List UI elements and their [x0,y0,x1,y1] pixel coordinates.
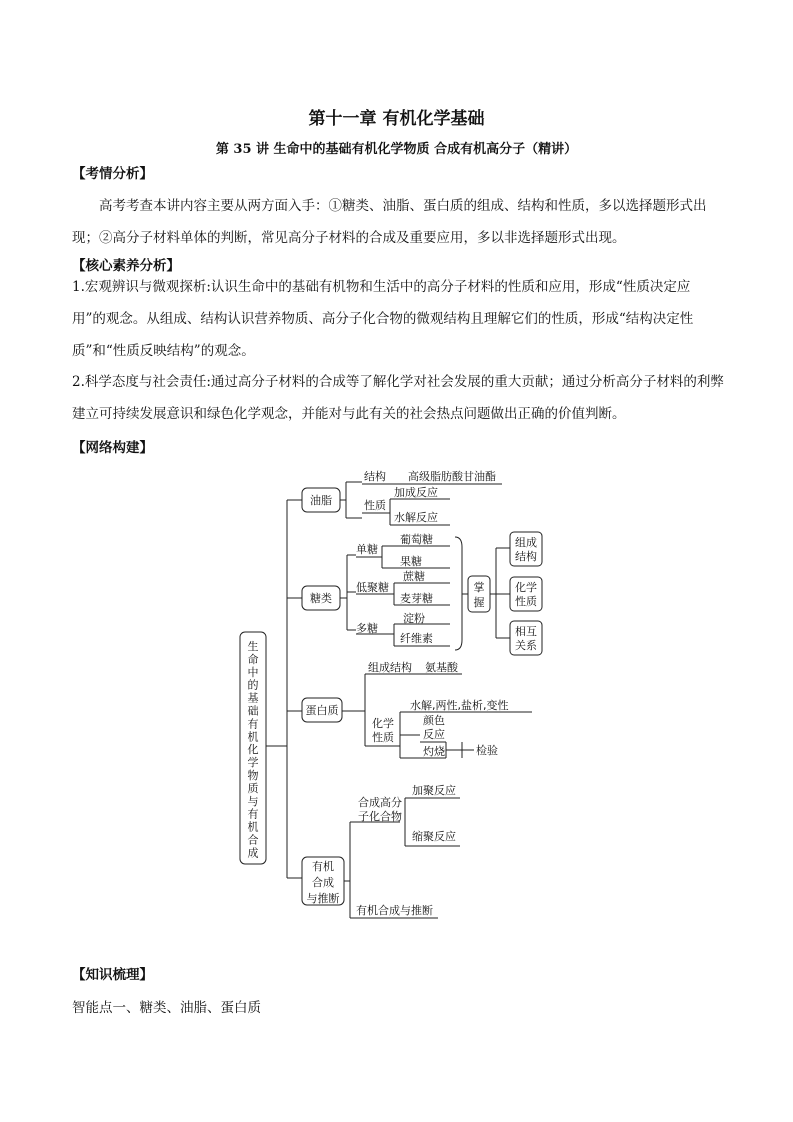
exam-analysis-heading: 【考情分析】 [72,166,153,182]
core-literacy-heading: 【核心素养分析】 [72,258,180,274]
root-char: 成 [247,846,259,860]
root-char: 命 [247,652,259,666]
knowledge-heading: 【知识梳理】 [72,967,153,983]
chapter-title: 第十一章 有机化学基础 [308,109,485,129]
protein-burn: 灼烧 [423,745,445,758]
protein-label: 蛋白质 [305,704,339,717]
core-literacy-p1: 1.宏观辨识与微观探析:认识生命中的基础有机物和生活中的高分子材料的性质和应用，形成“性质决定应用”的观念。从组成、结构认识营养物质、高分子化合物的微观结构且理解它们的性质，形成“结构决定性质”和“性质反映结构”的观念。 [72,279,694,359]
protein-hydrolysis: 水解,两性,盐析,变性 [410,699,509,712]
knowledge-point-1: 智能点一、糖类、油脂、蛋白质 [72,1000,261,1016]
root-char: 础 [247,704,259,718]
root-char: 有 [247,717,259,731]
synthesis-inference: 有机合成与推断 [356,904,433,917]
grasp-item-1b: 结构 [515,550,537,563]
exam-analysis-text: 高考考查本讲内容主要从两方面入手：①糖类、油脂、蛋白质的组成、结构和性质，多以选择题形式出现；②高分子材料单体的判断，常见高分子材料的合成及重要应用，多以非选择题形式出现。 [72,198,707,246]
oil-add-reaction: 加成反应 [394,486,438,499]
mono-glucose: 葡萄糖 [400,533,433,546]
synthesis-label-2: 合成 [312,876,334,889]
root-char: 化 [247,743,259,757]
sugar-mono: 单糖 [356,543,378,556]
protein-chem-2: 性质 [372,731,394,744]
root-char: 基 [247,691,259,705]
synthesis-addition: 加聚反应 [412,784,456,797]
protein-composition: 组成结构 [368,661,412,674]
grasp-char-1: 掌 [473,581,485,594]
network-heading: 【网络构建】 [72,440,153,456]
sugar-oligo: 低聚糖 [356,581,389,594]
protein-color-2: 反应 [423,728,445,741]
synthesis-polymer-2: 子化合物 [358,810,402,823]
root-char: 中 [247,665,259,679]
root-char: 合 [247,833,259,847]
protein-chem-1: 化学 [372,717,394,730]
protein-amino-acid: 氨基酸 [425,661,458,674]
poly-cellulose: 纤维素 [400,632,433,645]
mono-fructose: 果糖 [400,555,422,568]
lecture-title: 第 35 讲 生命中的基础有机化学物质 合成有机高分子（精讲） [215,142,578,157]
synthesis-condensation: 缩聚反应 [412,830,456,843]
oil-label: 油脂 [310,494,332,507]
root-label [248,639,259,859]
protein-test: 检验 [476,744,498,757]
grasp-item-2b: 性质 [515,595,537,608]
core-literacy-p2: 2.科学态度与社会责任:通过高分子材料的合成等了解化学对社会发展的重大贡献；通过分析高分子材料的利弊建立可持续发展意识和绿色化学观念，并能对与此有关的社会热点问题做出正确的价值判断。 [72,374,724,422]
synthesis-label-3: 与推断 [306,892,340,905]
grasp-item-3a: 相互 [515,625,537,638]
root-char: 质 [247,781,259,795]
sugar-label: 糖类 [310,592,332,605]
root-char: 机 [247,730,259,744]
oil-structure: 结构 [364,470,386,483]
grasp-char-2: 握 [473,596,485,609]
root-char: 物 [247,769,259,782]
sugar-poly: 多糖 [356,622,378,635]
grasp-item-2a: 化学 [515,581,537,594]
root-char: 生 [247,640,259,653]
grasp-item-1a: 组成 [515,536,537,549]
poly-starch: 淀粉 [403,612,425,625]
oil-property: 性质 [364,499,386,512]
oil-structure-value: 高级脂肪酸甘油酯 [408,470,496,483]
root-char: 的 [247,678,259,692]
root-char: 有 [247,807,259,821]
root-char: 学 [247,756,259,770]
oligo-maltose: 麦芽糖 [400,592,433,605]
protein-color-1: 颜色 [423,714,445,727]
oil-hydrolysis: 水解反应 [394,511,438,524]
root-char: 与 [247,794,259,808]
synthesis-polymer-1: 合成高分 [358,796,402,809]
grasp-item-3b: 关系 [515,639,537,652]
root-char: 机 [247,820,259,834]
synthesis-label-1: 有机 [312,860,334,873]
oligo-sucrose: 蔗糖 [403,570,425,583]
